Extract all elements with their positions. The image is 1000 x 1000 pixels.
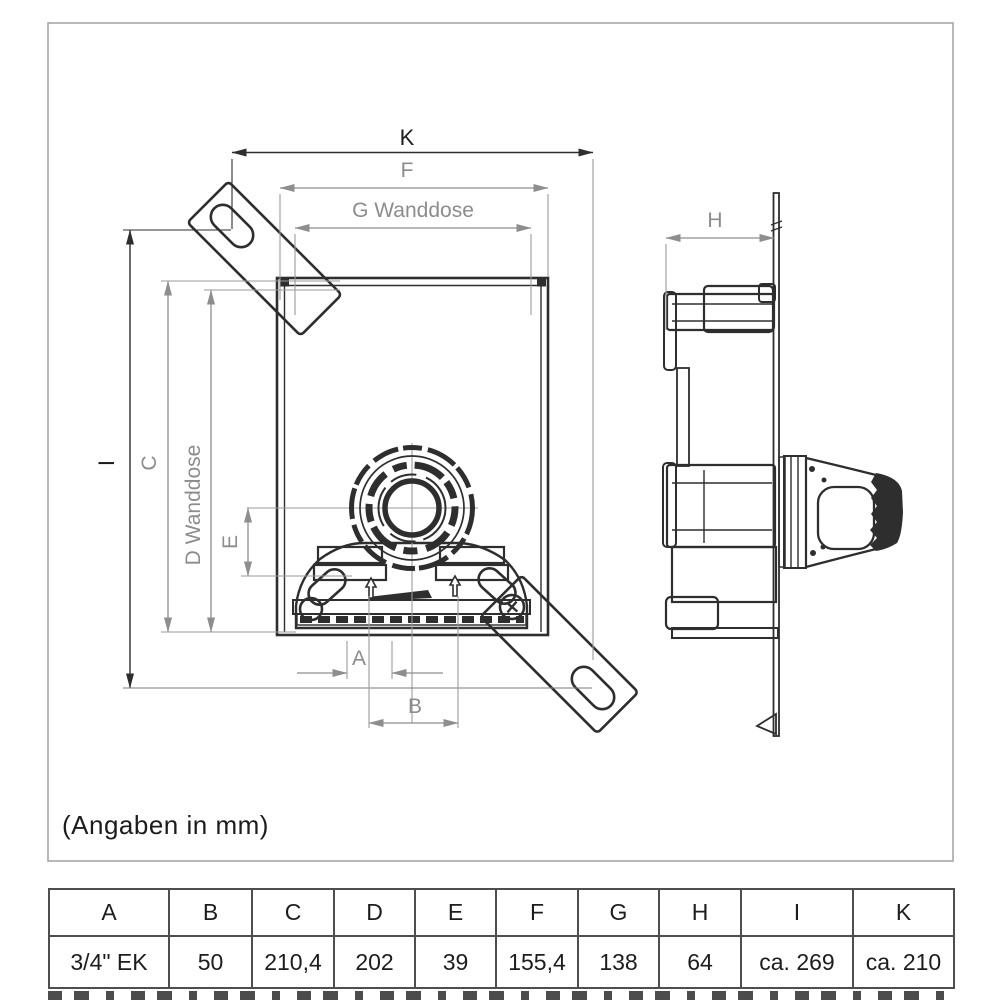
cutoff-next-table-row [48, 991, 953, 1000]
table-header-G: G [578, 889, 659, 936]
table-value-F: 155,4 [496, 936, 578, 988]
table-value-row [49, 936, 954, 988]
table-header-F: F [496, 889, 578, 936]
table-value-C: 210,4 [252, 936, 334, 988]
dim-label-c: C [138, 455, 161, 471]
table-value-G: 138 [578, 936, 659, 988]
dim-label-i: I [94, 459, 119, 467]
dim-label-h: H [707, 209, 723, 232]
table-header-A: A [49, 889, 169, 936]
table-value-E: 39 [415, 936, 496, 988]
dim-label-e: E [219, 534, 242, 550]
dim-label-d-wanddose: D Wanddose [182, 444, 205, 566]
dim-label-a: A [351, 647, 367, 670]
table-header-D: D [334, 889, 415, 936]
dim-label-g-wanddose: G Wanddose [352, 199, 474, 222]
table-header-C: C [252, 889, 334, 936]
table-value-A: 3/4" EK [49, 936, 169, 988]
table-header-row [49, 889, 954, 936]
dim-label-b: B [407, 695, 423, 718]
table-header-K: K [853, 889, 954, 936]
table-header-H: H [659, 889, 741, 936]
sheet-border [48, 23, 953, 861]
table-value-K: ca. 210 [853, 936, 954, 988]
table-value-B: 50 [169, 936, 252, 988]
units-note: (Angaben in mm) [62, 810, 269, 840]
table-value-I: ca. 269 [741, 936, 853, 988]
table-value-D: 202 [334, 936, 415, 988]
dim-label-f: F [400, 159, 414, 182]
table-header-E: E [415, 889, 496, 936]
dim-label-k: K [399, 125, 415, 150]
dimension-table [48, 888, 955, 989]
table-value-H: 64 [659, 936, 741, 988]
table-header-B: B [169, 889, 252, 936]
table-header-I: I [741, 889, 853, 936]
